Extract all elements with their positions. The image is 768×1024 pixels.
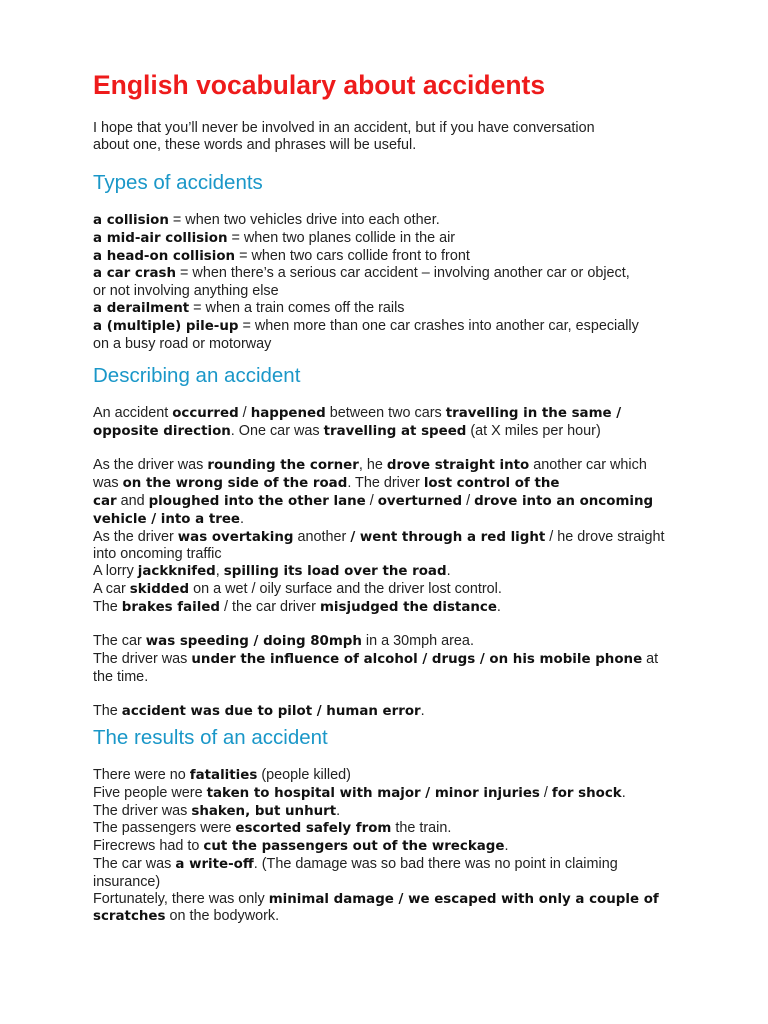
vocabulary-term: opposite direction [93,423,231,439]
text-line [93,120,683,137]
vocabulary-term: lost control of the [423,476,560,492]
text-line [93,230,683,248]
vocabulary-term: on the wrong side of the road [122,476,348,492]
vocabulary-term: vehicle / into a tree [93,511,241,527]
vocabulary-term: jackknifed [137,564,216,580]
vocabulary-term: misjudged the distance [319,599,497,615]
text-run: on a busy road or motorway [93,335,272,352]
text-line [93,803,683,821]
vocabulary-term: for shock [551,785,622,801]
text-line [93,265,683,283]
text-line [93,633,683,651]
vocabulary-term: under the influence of alcohol / drugs / on his mobile phone [191,652,643,668]
text-line [93,820,683,838]
text-run: The driver was [93,651,192,668]
text-line [93,856,683,874]
vocabulary-term: a write-off [175,856,254,872]
text-run: . [621,784,626,801]
vocabulary-term: shaken, but unhurt [191,803,337,819]
text-run: The car was [93,855,176,872]
text-line [93,785,683,803]
text-run: into oncoming traffic [93,546,222,563]
section-heading-describing: Describing an accident [93,364,301,387]
text-run: on the bodywork. [165,908,280,925]
text-run: An accident [93,405,173,421]
intro-paragraph [93,120,683,154]
vocabulary-term: a derailment [93,300,190,316]
text-line [93,563,683,581]
text-run: The driver was [93,802,192,819]
vocabulary-term: scratches [93,909,166,925]
text-run: on a wet / oily surface and the driver lost control. [189,580,502,597]
vocabulary-term: escorted safely from [235,821,392,837]
text-run: or not involving anything else [93,283,279,300]
text-line [93,581,683,599]
text-run: As the driver was [93,457,208,474]
vocabulary-term: skidded [129,581,190,597]
vocabulary-term: happened [250,406,326,421]
text-run: in a 30mph area. [361,633,474,650]
text-run: I hope that you’ll never be involved in an accident, but if you have conversation [93,120,595,136]
text-run: There were no [93,767,190,783]
text-run: . [504,838,509,855]
vocabulary-term: occurred [172,406,239,421]
text-run: , [215,563,224,580]
text-run: the train. [391,820,452,837]
text-line [93,212,683,230]
text-run: between two cars [325,405,446,421]
vocabulary-term: drove into an oncoming [474,493,654,509]
text-line [93,546,683,563]
section-describing-body [93,405,683,720]
vocabulary-term: spilling its load over the road [223,564,447,580]
vocabulary-term: brakes failed [121,599,220,615]
text-run: . [496,598,501,615]
text-run: another [293,528,351,545]
vocabulary-term: car [93,493,117,509]
text-run: , he [358,457,387,474]
text-line [93,891,683,909]
vocabulary-term: taken to hospital with major / minor injuries [206,785,540,801]
text-run: The car [93,633,146,650]
text-line [93,838,683,856]
vocabulary-term: drove straight into [386,458,530,474]
text-run: at [642,651,659,668]
text-run: / [365,492,378,509]
section-heading-results: The results of an accident [93,726,328,749]
text-line [93,441,683,458]
vocabulary-term: was overtaking [177,529,294,545]
text-run: / [462,492,475,509]
text-run: (people killed) [257,767,351,783]
text-run: / [539,784,552,801]
text-run: / [238,405,251,421]
vocabulary-term: fatalities [189,768,258,783]
section-heading-types: Types of accidents [93,171,263,194]
text-run: Five people were [93,784,207,801]
text-run: . One car was [230,422,324,439]
text-line [93,686,683,703]
text-run: = when two cars collide front to front [235,247,470,264]
text-run: Fortunately, there was only [93,890,269,907]
text-run: and [116,492,149,509]
text-line [93,617,683,634]
vocabulary-term: a car crash [93,266,177,282]
text-line [93,493,683,511]
text-line [93,703,683,721]
text-run: = when there’s a serious car accident – involving another car or object, [176,265,630,282]
text-run: about one, these words and phrases will be useful. [93,136,417,153]
vocabulary-term: a head-on collision [93,248,236,264]
text-run: = when more than one car crashes into another car, especially [238,317,639,334]
text-line [93,511,683,529]
text-run: A car [93,580,130,597]
vocabulary-term: ploughed into the other lane [148,493,366,509]
text-line [93,318,683,336]
section-results-body [93,767,683,926]
vocabulary-term: travelling in the same / [445,406,622,421]
text-run: The [93,702,122,719]
section-types-body [93,212,683,352]
text-run: . (The damage was so bad there was no point in claiming [253,855,618,872]
text-run: was [93,475,123,492]
text-line [93,423,683,441]
text-line [93,405,683,423]
vocabulary-term: was speeding / doing 80mph [145,634,362,650]
text-line [93,300,683,318]
text-run: . The driver [347,475,424,492]
text-run: (at X miles per hour) [466,422,601,439]
text-line [93,475,683,493]
vocabulary-term: a collision [93,213,169,228]
text-run: / the car driver [220,598,320,615]
text-line [93,908,683,926]
vocabulary-term: accident was due to pilot / human error [121,703,421,719]
text-line [93,457,683,475]
vocabulary-term: / went through a red light [350,529,546,545]
text-line [93,767,683,785]
page-title: English vocabulary about accidents [93,70,546,100]
text-run: = when two planes collide in the air [227,229,456,246]
text-run: . [336,802,341,819]
vocabulary-term: rounding the corner [207,458,359,474]
text-line [93,336,683,353]
text-line [93,529,683,547]
text-run: / he drove straight [545,528,665,545]
text-run: another car which [529,457,647,474]
vocabulary-term: travelling at speed [323,423,467,439]
vocabulary-term: overturned [377,493,463,509]
text-run: . [240,510,245,527]
text-run: . [446,563,451,580]
text-run: insurance) [93,873,161,890]
text-line [93,669,683,686]
text-line [93,137,683,154]
vocabulary-term: a mid-air collision [93,230,228,246]
text-line [93,651,683,669]
text-line [93,599,683,617]
vocabulary-term: minimal damage / we escaped with only a couple of [268,891,659,907]
text-run: . [420,702,425,719]
vocabulary-term: a (multiple) pile-up [93,318,239,334]
text-run: The [93,598,122,615]
text-run: As the driver [93,528,178,545]
text-run: = when a train comes off the rails [189,299,405,316]
text-run: Firecrews had to [93,838,204,855]
text-run: the time. [93,668,149,685]
text-line [93,874,683,891]
text-line [93,248,683,266]
vocabulary-term: cut the passengers out of the wreckage [203,839,505,855]
text-line [93,283,683,300]
text-run: = when two vehicles drive into each other. [168,212,440,228]
text-run: The passengers were [93,820,236,837]
text-run: A lorry [93,563,138,580]
